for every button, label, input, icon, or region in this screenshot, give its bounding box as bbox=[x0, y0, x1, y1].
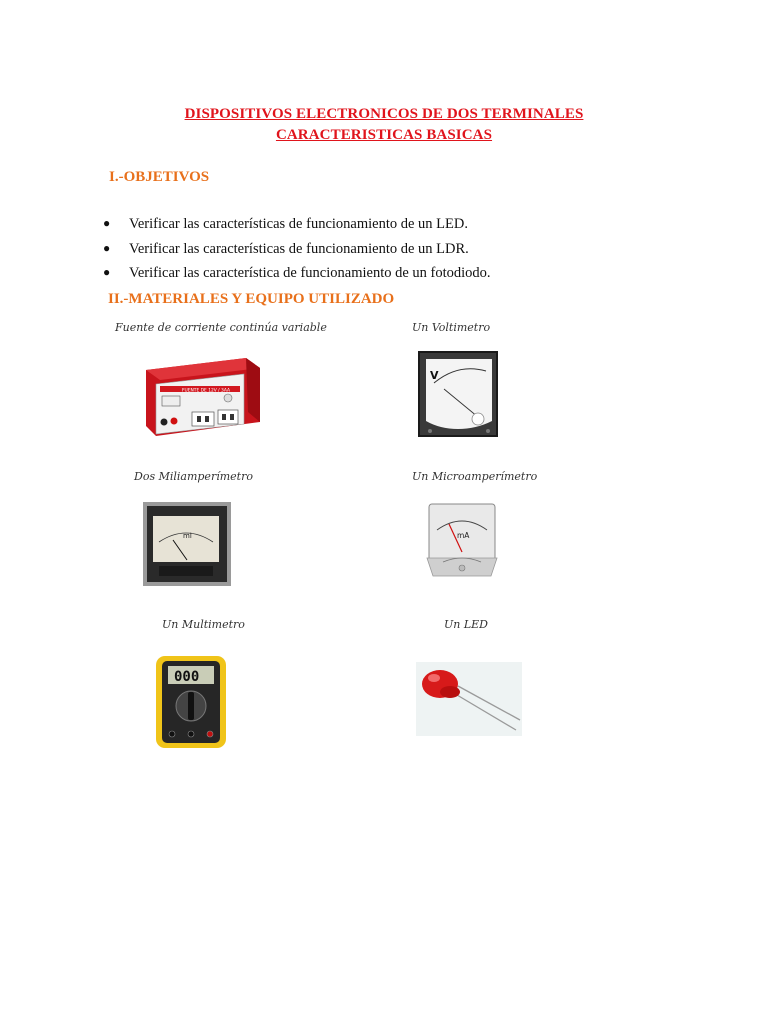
document-title-line2: CARACTERISTICAS BASICAS bbox=[275, 127, 493, 143]
equipment-caption-multimeter: Un Multimetro bbox=[162, 618, 245, 631]
supply-panel-label: FUENTE DE 12V / 3AA bbox=[182, 388, 230, 394]
objective-text: Verificar las característica de funcionamiento de un fotodiodo. bbox=[129, 265, 491, 281]
section-heading-materiales: II.-MATERIALES Y EQUIPO UTILIZADO bbox=[108, 291, 395, 307]
multimeter-icon bbox=[154, 654, 228, 750]
equipment-caption-led: Un LED bbox=[444, 618, 489, 631]
microammeter-unit-label: mA bbox=[457, 531, 470, 540]
bullet-icon: ● bbox=[103, 240, 111, 255]
equipment-caption-microammeter: Un Microamperímetro bbox=[412, 470, 538, 483]
document-title-line1: DISPOSITIVOS ELECTRONICOS DE DOS TERMINALES bbox=[184, 106, 584, 122]
led-icon bbox=[416, 662, 522, 736]
multimeter-display-text: 000 bbox=[174, 669, 200, 685]
microammeter-icon bbox=[425, 500, 499, 580]
objective-text: Verificar las características de funcionamiento de un LDR. bbox=[129, 240, 469, 257]
milliammeter-icon bbox=[143, 502, 231, 586]
bullet-icon: ● bbox=[103, 216, 111, 230]
equipment-caption-milliammeter: Dos Miliamperímetro bbox=[134, 470, 253, 483]
power-supply-icon bbox=[136, 352, 264, 442]
equipment-figure bbox=[110, 316, 538, 752]
voltmeter-unit-label: V bbox=[430, 369, 439, 382]
equipment-caption-voltmeter: Un Voltimetro bbox=[412, 321, 491, 334]
voltmeter-icon bbox=[416, 349, 502, 441]
bullet-icon: ● bbox=[103, 265, 111, 279]
section-heading-objetivos: I.-OBJETIVOS bbox=[109, 169, 210, 185]
objective-text: Verificar las características de funcionamiento de un LED. bbox=[129, 216, 468, 232]
equipment-caption-power-supply: Fuente de corriente continúa variable bbox=[115, 321, 327, 334]
milliammeter-unit-label: ml bbox=[183, 532, 192, 540]
